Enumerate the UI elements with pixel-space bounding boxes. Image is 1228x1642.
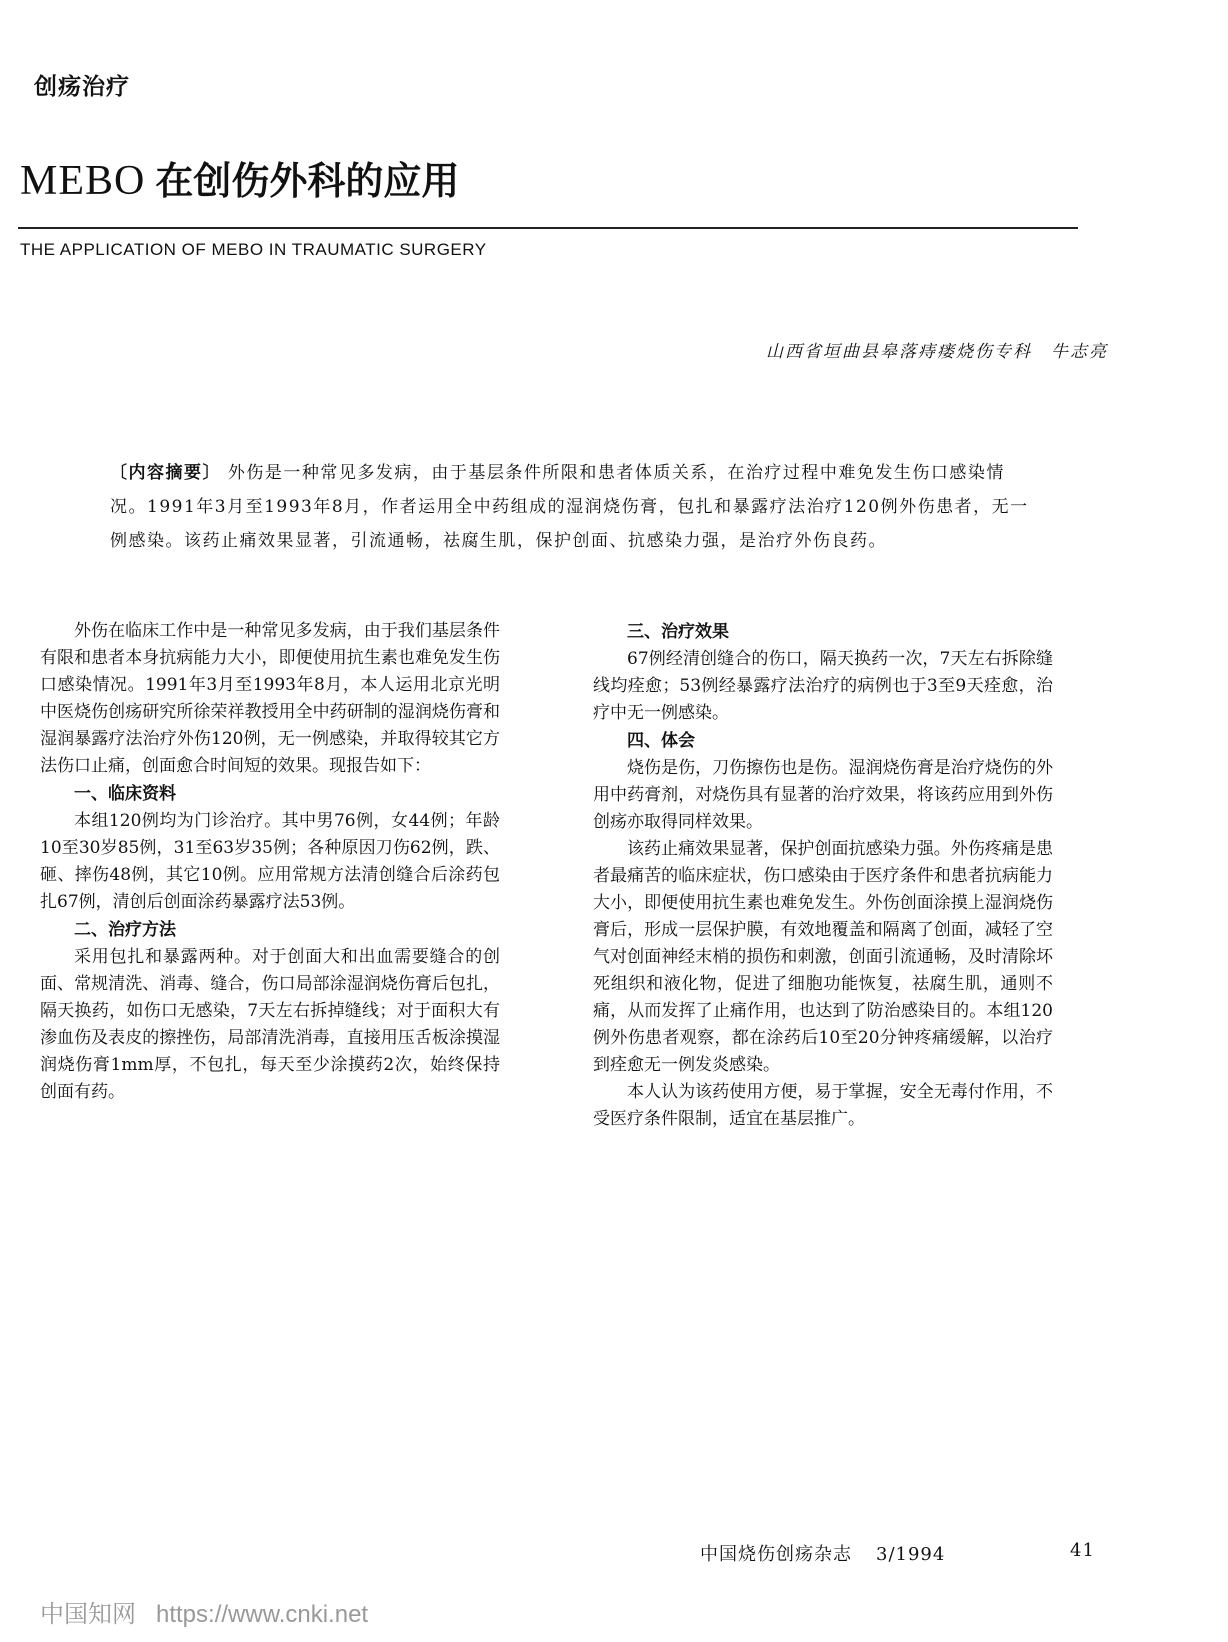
treatment-method-paragraph: 采用包扎和暴露两种。对于创面大和出血需要缝合的创面、常规清洗、消毒、缝合，伤口局部涂湿润烧伤膏后包扎，隔天换药，如伤口无感染，7天左右拆掉缝线；对于面积大有渗血伤及表皮的擦挫伤，局部清洗消毒，直接用压舌板涂摸湿润烧伤膏1mm厚，不包扎，每天至少涂摸药2次，始终保持创面有药。 [40,947,500,1102]
title-latin: MEBO [20,158,146,204]
section-heading-treatment-effect: 三、治疗效果 [627,622,729,642]
discussion-paragraph-2: 该药止痛效果显著，保护创面抗感染力强。外伤疼痛是患者最痛苦的临床症状，伤口感染由于医疗条件和患者抗病能力大小，即便使用抗生素也难免发生。外伤创面涂摸上湿润烧伤膏后，形成一层保护膜，有效地覆盖和隔离了创面，减轻了空气对创面神经末梢的损伤和刺激，创面引流通畅，及时清除坏死组织和液化物，促进了细胞功能恢复，祛腐生肌，通则不痛，从而发挥了止痛作用，也达到了防治感染目的。本组120例外伤患者观察，都在涂药后10至20分钟疼痛缓解，以治疗到痊愈无一例发炎感染。 [593,839,1053,1075]
journal-name: 中国烧伤创疡杂志 [700,1544,852,1565]
right-column [593,618,1053,1133]
abstract-label: 〔内容摘要〕 [110,463,221,483]
page-footer [700,1540,1095,1566]
journal-issue: 3/1994 [876,1544,946,1565]
page-number: 41 [1070,1540,1095,1561]
title-rule [18,227,1078,229]
watermark-brand: 中国知网 [40,1600,136,1628]
treatment-effect-paragraph: 67例经清创缝合的伤口，隔天换药一次，7天左右拆除缝线均痊愈；53例经暴露疗法治疗的病例也于3至9天痊愈，治疗中无一例感染。 [593,649,1053,723]
discussion-paragraph-1: 烧伤是伤，刀伤擦伤也是伤。湿润烧伤膏是治疗烧伤的外用中药膏剂，对烧伤具有显著的治疗效果，将该药应用到外伤创疡亦取得同样效果。 [593,758,1053,832]
title-cjk: 在创伤外科的应用 [155,159,460,203]
clinical-data-paragraph: 本组120例均为门诊治疗。其中男76例，女44例；年龄10至30岁85例，31至63岁35例；各种原因刀伤62例，跌、砸、摔伤48例，其它10例。应用常规方法清创缝合后涂药包扎67例，清创后创面涂药暴露疗法53例。 [40,811,500,912]
author-affiliation: 山西省垣曲县皋落痔瘘烧伤专科 牛志亮 [766,342,1108,362]
abstract-text: 外伤是一种常见多发病，由于基层条件所限和患者体质关系，在治疗过程中难免发生伤口感染情况。1991年3月至1993年8月，作者运用全中药组成的湿润烧伤膏，包扎和暴露疗法治疗120例外伤患者，无一例感染。该药止痛效果显著，引流通畅，祛腐生肌，保护创面、抗感染力强，是治疗外伤良药。 [110,463,1029,551]
section-heading-treatment-method: 二、治疗方法 [74,920,176,940]
section-heading-clinical-data: 一、临床资料 [74,784,176,804]
section-heading-discussion: 四、体会 [627,731,695,751]
article-title [20,150,459,205]
watermark-url: https://www.cnki.net [156,1601,369,1628]
cnki-watermark [40,1594,368,1629]
english-title: THE APPLICATION OF MEBO IN TRAUMATIC SURGERY [20,240,487,259]
abstract [110,456,1030,558]
left-column [40,618,500,1106]
discussion-paragraph-3: 本人认为该药使用方便，易于掌握，安全无毒付作用，不受医疗条件限制，适宜在基层推广。 [593,1082,1053,1129]
intro-paragraph: 外伤在临床工作中是一种常见多发病，由于我们基层条件有限和患者本身抗病能力大小，即便使用抗生素也难免发生伤口感染情况。1991年3月至1993年8月，本人运用北京光明中医烧伤创疡研究所徐荣祥教授用全中药研制的湿润烧伤膏和湿润暴露疗法治疗外伤120例，无一例感染，并取得较其它方法伤口止痛，创面愈合时间短的效果。现报告如下： [40,621,500,776]
section-tag: 创疡治疗 [34,74,130,100]
